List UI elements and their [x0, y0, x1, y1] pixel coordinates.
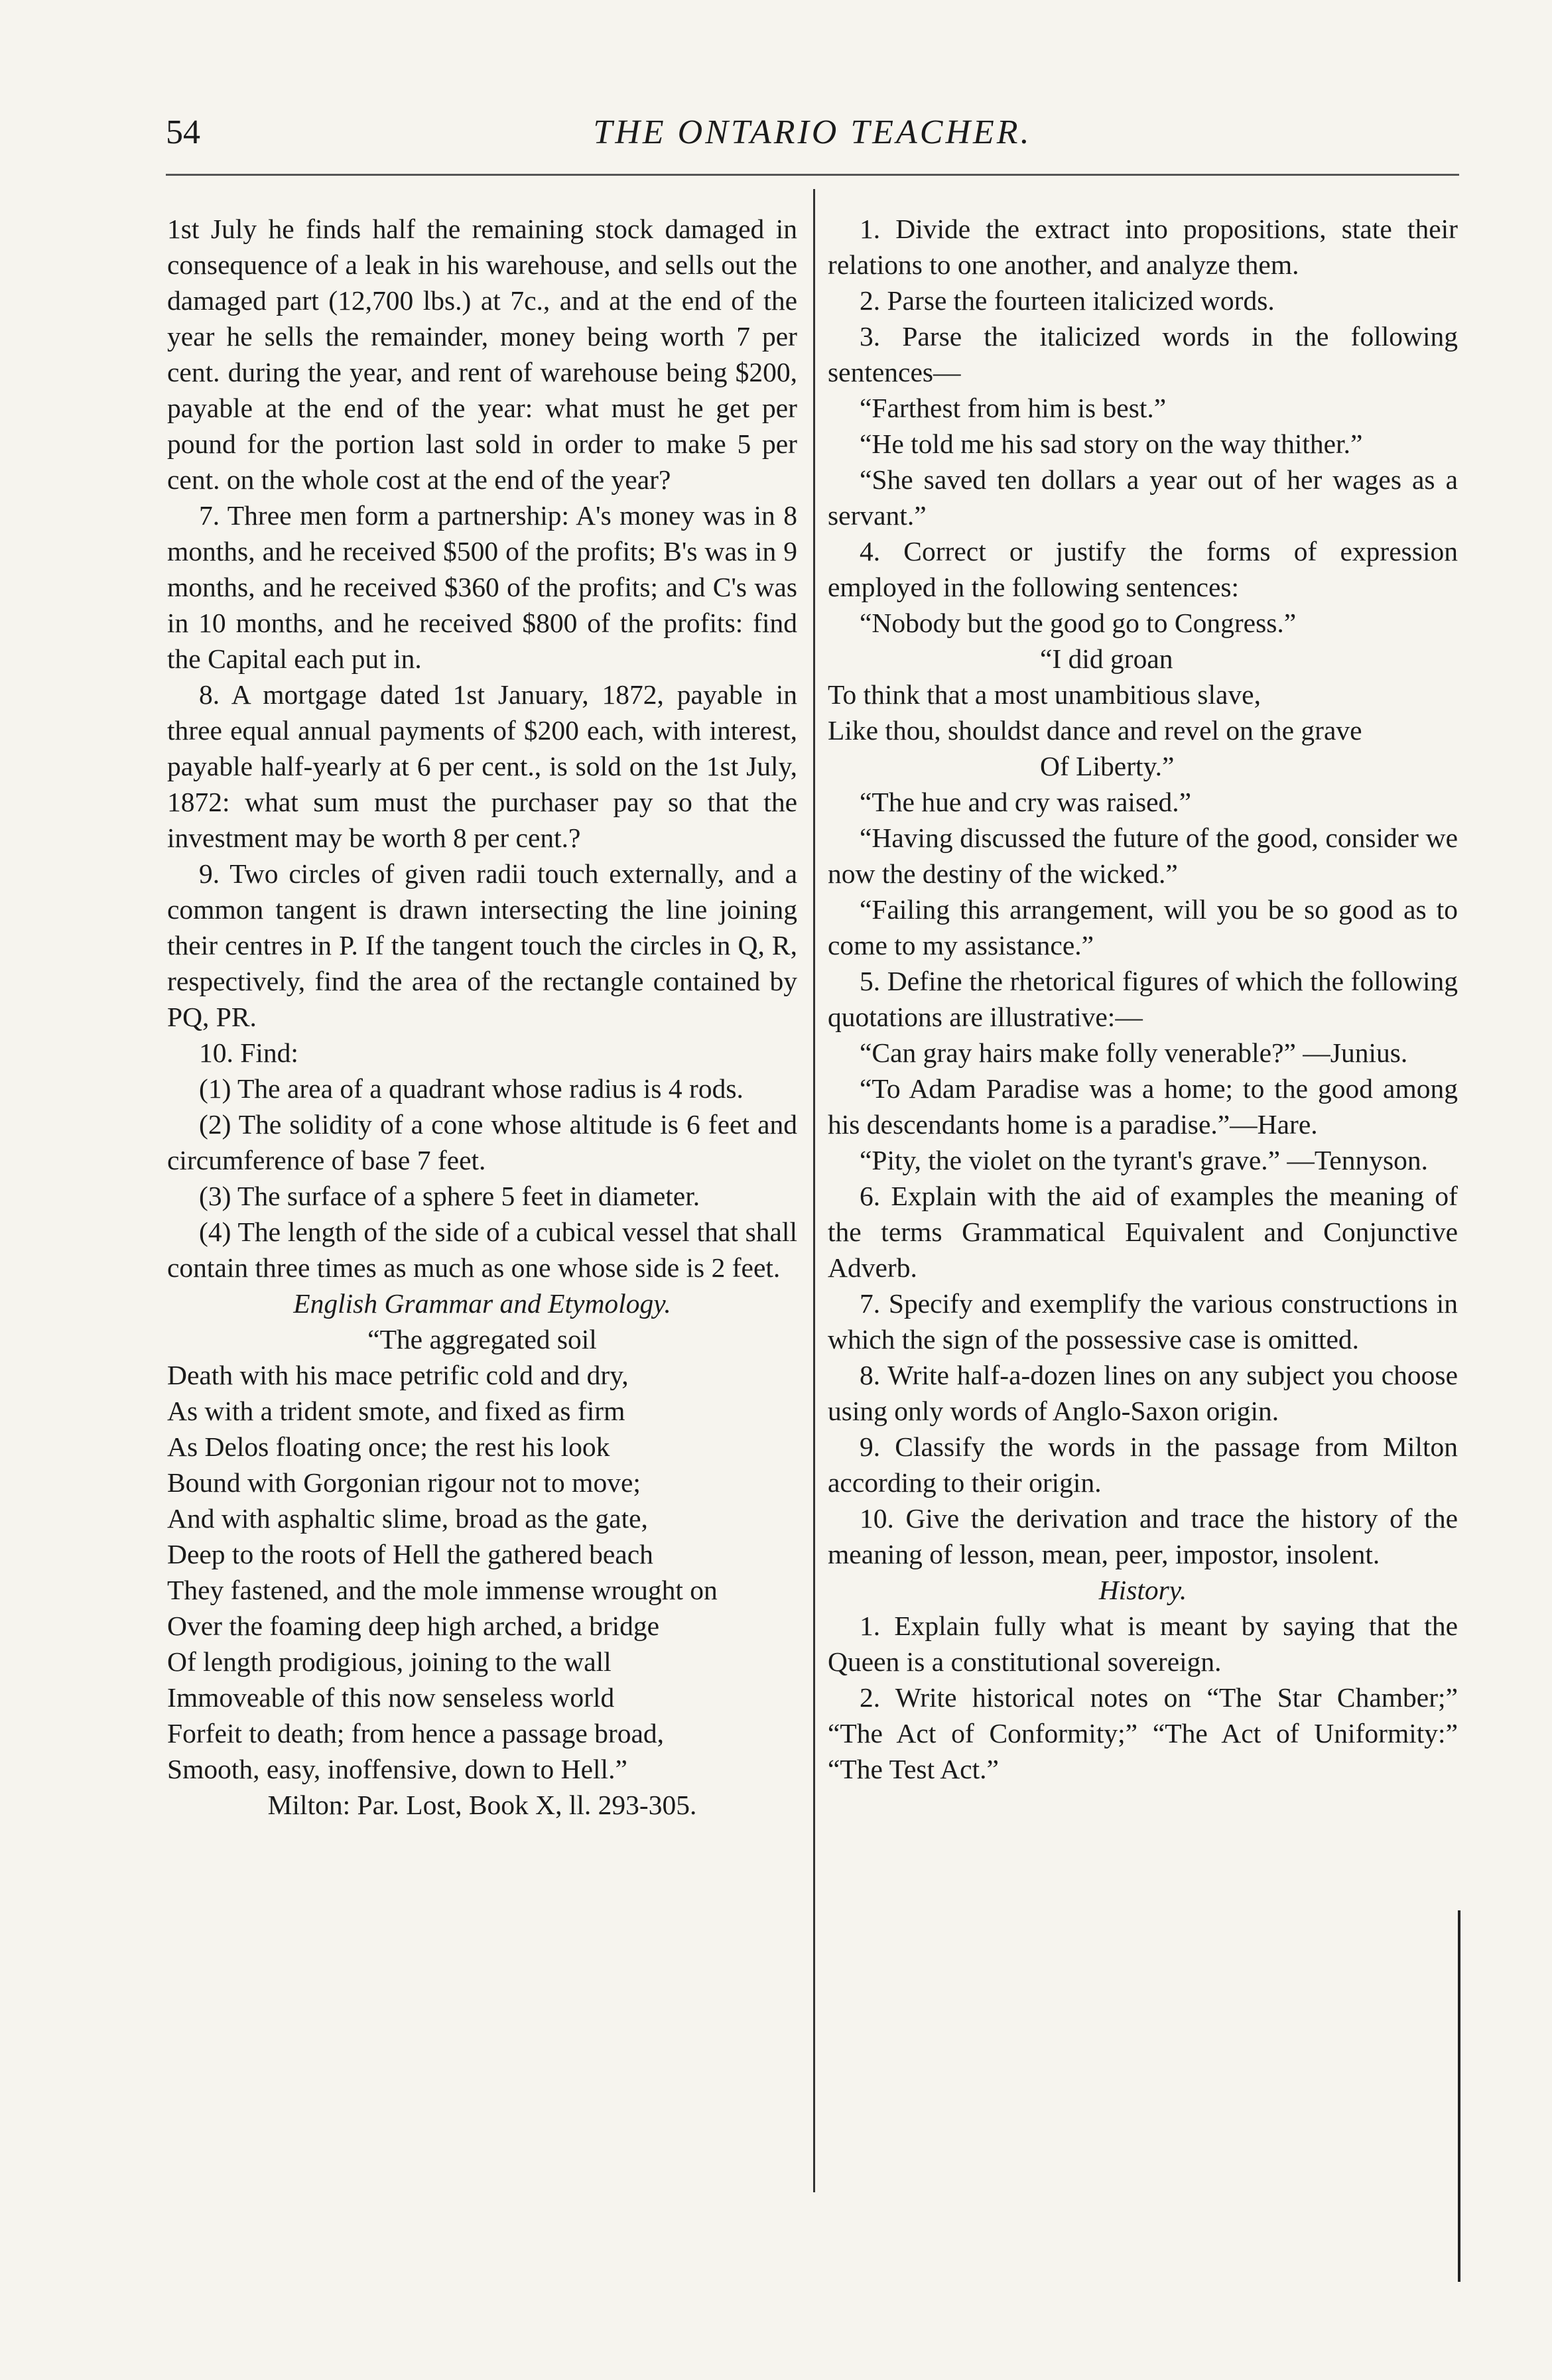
arithmetic-question-10: 10. Find: [199, 1037, 298, 1068]
history-question-1: 1. Explain fully what is meant by saying that the Queen is a constitutional sovereign. [828, 1611, 1458, 1677]
sentence-quote: “She saved ten dollars a year out of her wages as a servant.” [828, 464, 1458, 531]
sentence-quote: “The hue and cry was raised.” [860, 787, 1192, 817]
poem-line: Over the foaming deep high arched, a bridge [167, 1611, 660, 1641]
grammar-question-8: 8. Write half-a-dozen lines on any subject you choose using only words of Anglo-Saxon origin. [828, 1360, 1458, 1426]
milton-poem [167, 1357, 797, 1787]
grammar-question-9: 9. Classify the words in the passage from Milton according to their origin. [828, 1431, 1458, 1498]
poem-line: Bound with Gorgonian rigour not to move; [167, 1467, 641, 1498]
poem-line: Deep to the roots of Hell the gathered beach [167, 1539, 653, 1569]
grammar-question-6: 6. Explain with the aid of examples the meaning of the terms Grammatical Equivalent and Conjunctive Adverb. [828, 1181, 1458, 1283]
find-item-1: (1) The area of a quadrant whose radius is 4 rods. [199, 1073, 744, 1104]
poem-line: Death with his mace petrific cold and dry, [167, 1360, 629, 1390]
grammar-question-7: 7. Specify and exemplify the various constructions in which the sign of the possessive case is omitted. [828, 1288, 1458, 1355]
poem-line: They fastened, and the mole immense wrought on [167, 1575, 718, 1605]
poem-line: Of length prodigious, joining to the wall [167, 1646, 612, 1677]
verse-quote-line: “I did groan [1040, 643, 1173, 674]
poem-line: Immoveable of this now senseless world [167, 1682, 615, 1713]
arithmetic-question-8: 8. A mortgage dated 1st January, 1872, payable in three equal annual payments of $200 each, with interest, payable half-yearly at 6 per cent., is sold on the 1st July, 1872: what sum must the purchaser pay so that the investment may be worth 8 per cent.? [167, 679, 797, 853]
find-item-3: (3) The surface of a sphere 5 feet in diameter. [199, 1181, 700, 1211]
sentence-quote: “Farthest from him is best.” [860, 393, 1167, 423]
grammar-question-3: 3. Parse the italicized words in the following sentences— [828, 321, 1458, 387]
find-item-2: (2) The solidity of a cone whose altitude is 6 feet and circumference of base 7 feet. [167, 1109, 797, 1175]
grammar-question-4: 4. Correct or justify the forms of expression employed in the following sentences: [828, 536, 1458, 602]
rhetorical-quote: “To Adam Paradise was a home; to the good among his descendants home is a paradise.”—Hare. [828, 1073, 1458, 1140]
poem-opening-line: “The aggregated soil [367, 1324, 597, 1355]
running-title: THE ONTARIO TEACHER. [593, 113, 1032, 151]
header-rule [166, 174, 1459, 176]
page-number: 54 [166, 113, 200, 151]
poem-line: Forfeit to death; from hence a passage broad, [167, 1718, 665, 1749]
grammar-question-1: 1. Divide the extract into propositions, state their relations to one another, and analyze them. [828, 214, 1458, 280]
right-edge-rule [1458, 1910, 1460, 2282]
right-column [828, 211, 1458, 1787]
poem-line: As Delos floating once; the rest his look [167, 1431, 610, 1462]
poem-line: As with a trident smote, and fixed as firm [167, 1396, 625, 1426]
section-heading-grammar: English Grammar and Etymology. [293, 1288, 671, 1319]
column-divider [813, 189, 815, 2192]
grammar-question-5: 5. Define the rhetorical figures of which the following quotations are illustrative:— [828, 966, 1458, 1032]
page-header [166, 113, 1459, 166]
poem-line: And with asphaltic slime, broad as the gate, [167, 1503, 648, 1534]
sentence-quote: “He told me his sad story on the way thither.” [860, 429, 1363, 459]
poem-line: Smooth, easy, inoffensive, down to Hell.” [167, 1754, 627, 1784]
arithmetic-question-9: 9. Two circles of given radii touch externally, and a common tangent is drawn intersecting the line joining their centres in P. If the tangent touch the circles in Q, R, respectively, find the area of the rectangle contained by PQ, PR. [167, 858, 797, 1032]
continued-question: 1st July he finds half the remaining stock damaged in consequence of a leak in his warehouse, and sells out the damaged part (12,700 lbs.) at 7c., and at the end of the year he sells the remainder, money being worth 7 per cent. during the year, and rent of warehouse being $200, payable at the end of the year: what must he get per pound for the portion last sold in order to make 5 per cent. on the whole cost at the end of the year? [167, 214, 797, 495]
grammar-question-2: 2. Parse the fourteen italicized words. [860, 285, 1275, 316]
verse-quote-line: Like thou, shouldst dance and revel on the grave [828, 715, 1362, 746]
verse-quote-line: To think that a most unambitious slave, [828, 679, 1261, 710]
sentence-quote: “Failing this arrangement, will you be so good as to come to my assistance.” [828, 894, 1458, 960]
verse-quote-line: Of Liberty.” [1040, 751, 1175, 781]
rhetorical-quote: “Can gray hairs make folly venerable?” —Junius. [860, 1037, 1408, 1068]
sentence-quote: “Having discussed the future of the good, consider we now the destiny of the wicked.” [828, 823, 1458, 889]
rhetorical-quote: “Pity, the violet on the tyrant's grave.” —Tennyson. [860, 1145, 1429, 1175]
section-heading-history: History. [1098, 1575, 1187, 1605]
grammar-question-10: 10. Give the derivation and trace the history of the meaning of lesson, mean, peer, impostor, insolent. [828, 1503, 1458, 1569]
poem-citation: Milton: Par. Lost, Book X, ll. 293-305. [267, 1790, 697, 1820]
sentence-quote: “Nobody but the good go to Congress.” [860, 608, 1297, 638]
arithmetic-question-7: 7. Three men form a partnership: A's money was in 8 months, and he received $500 of the profits; B's was in 9 months, and he received $360 of the profits; and C's was in 10 months, and he received $800 of the profits: find the Capital each put in. [167, 500, 797, 674]
find-item-4: (4) The length of the side of a cubical vessel that shall contain three times as much as one whose side is 2 feet. [167, 1217, 797, 1283]
left-column [167, 211, 797, 1823]
history-question-2: 2. Write historical notes on “The Star Chamber;” “The Act of Conformity;” “The Act of Uniformity:” “The Test Act.” [828, 1682, 1458, 1784]
